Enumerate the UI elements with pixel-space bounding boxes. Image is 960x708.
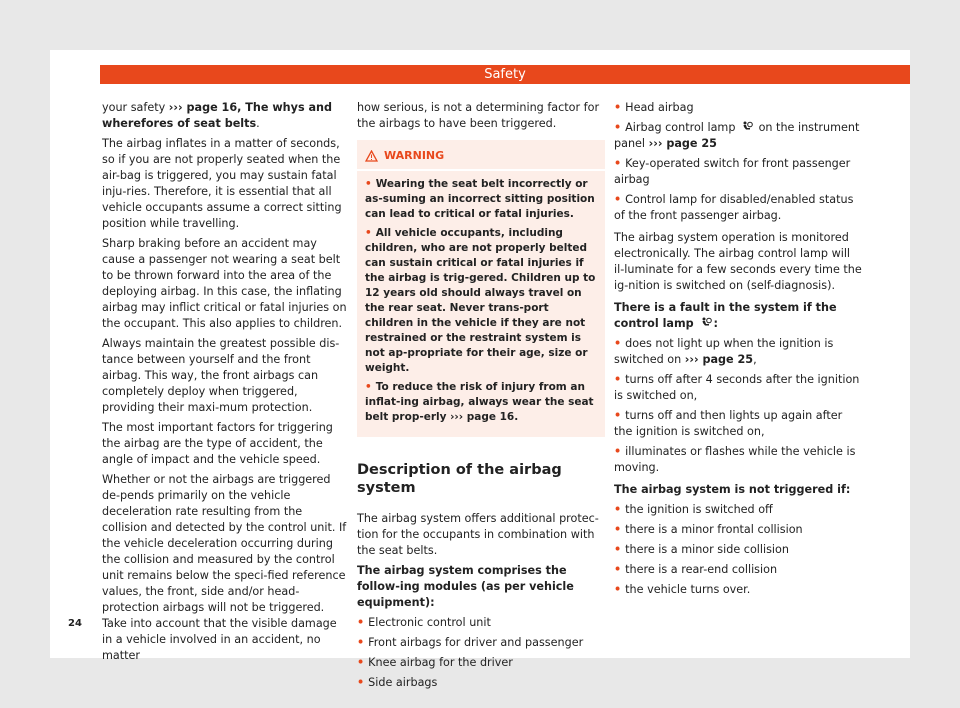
warning-item: • All vehicle occupants, including children, who are not properly belted can sustain critical or fatal injuries if the airbag is trig-gered. Children up to 12 years old should always travel on the rear seat. Never trans-port children in the vehicle if they are not restrained or the restraint system is not ap-propriate for their age, size or weight. [365, 227, 596, 374]
page-reference-link[interactable]: ››› page 16, The whys and wherefores of seat belts [102, 101, 333, 130]
manual-page [50, 50, 910, 689]
bullet-icon: • [614, 337, 622, 350]
bullet-icon: • [365, 381, 372, 393]
col1-paragraph-4: Always maintain the greatest possible dis-tance between yourself and the front airbag. This way, the front airbags can completely deploy when triggered, providing their maxi-mum protection. [102, 337, 340, 414]
col1-paragraph-3: Sharp braking before an accident may cause a passenger not wearing a seat belt to be thrown forward into the area of the deploying airbag. In this case, the inflating airbag may inflict critical or fatal injuries on the occupant. This also applies to children. [102, 237, 347, 330]
bullet-icon: • [614, 409, 622, 422]
bullet-icon: • [357, 616, 365, 629]
col3-paragraph-1: The airbag system operation is monitored electronically. The airbag control lamp will il-luminate for a few seconds every time the ig-nition is switched on (self-diagnosis). [614, 231, 862, 292]
col2-paragraph-1: how serious, is not a determining factor for the airbags to have been triggered. [357, 101, 600, 130]
module-item: • Knee airbag for the driver [357, 656, 513, 669]
bullet-icon: • [614, 193, 622, 206]
bullet-icon: • [614, 563, 622, 576]
page-reference-link[interactable]: ››› page 25 [648, 137, 717, 150]
col1-paragraph-5: The most important factors for triggering the airbag are the type of accident, the angle of impact and the vehicle speed. [102, 421, 333, 466]
bullet-icon: • [614, 583, 622, 596]
module-item: • Head airbag [614, 101, 694, 114]
bullet-icon: • [614, 121, 622, 134]
airbag-lamp-icon [700, 317, 712, 329]
not-triggered-item: • there is a rear-end collision [614, 563, 778, 576]
bullet-icon: • [365, 178, 372, 190]
fault-item: • turns off after 4 seconds after the ignition is switched on, [614, 373, 860, 402]
bullet-icon: • [614, 445, 622, 458]
not-triggered-item: • the ignition is switched off [614, 503, 773, 516]
module-item: • Control lamp for disabled/enabled status of the front passenger airbag. [614, 193, 854, 222]
fault-item: • turns off and then lights up again after the ignition is switched on, [614, 409, 843, 438]
warning-header [357, 140, 605, 171]
bullet-icon: • [614, 503, 622, 516]
not-triggered-item: • there is a minor frontal collision [614, 523, 803, 536]
section-heading: Description of the airbag system [357, 462, 562, 496]
fault-heading: There is a fault in the system if the control lamp : [614, 301, 837, 330]
col1-paragraph-6: Whether or not the airbags are triggered de-pends primarily on the vehicle deceleration rate resulting from the collision and detected by the control unit. If the vehicle deceleration occurring during the collision and measured by the control unit remains below the speci-fied reference values, the front, side and/or head-protection airbags will not be triggered. Take into account that the visible damage in a vehicle involved in an accident, no matter [102, 473, 347, 662]
not-triggered-item: • the vehicle turns over. [614, 583, 751, 596]
bullet-icon: • [357, 676, 365, 689]
fault-item: • illuminates or flashes while the vehicle is moving. [614, 445, 856, 474]
section-header: Safety [100, 65, 910, 84]
bullet-icon: • [365, 227, 372, 239]
col1-paragraph-1: your safety ››› page 16, The whys and wherefores of seat belts. [102, 101, 333, 130]
module-item: • Side airbags [357, 676, 438, 689]
bullet-icon: • [357, 656, 365, 669]
module-item: • Key-operated switch for front passenger airbag [614, 157, 851, 186]
col1-paragraph-2: The airbag inflates in a matter of seconds, so if you are not properly seated when the air-bag is triggered, you may sustain fatal inju-ries. Therefore, it is essential that all vehicle occupants assume a correct sitting position while travelling. [102, 137, 342, 230]
page-reference-link[interactable]: ››› page 16 [450, 411, 515, 423]
bullet-icon: • [357, 636, 365, 649]
not-triggered-heading: The airbag system is not triggered if: [614, 483, 851, 496]
airbag-lamp-icon [741, 121, 753, 133]
modules-heading: The airbag system comprises the follow-ing modules (as per vehicle equipment): [357, 564, 574, 609]
bullet-icon: • [614, 101, 622, 114]
column-2 [357, 100, 605, 695]
warning-triangle-icon [365, 150, 378, 162]
bullet-icon: • [614, 157, 622, 170]
fault-item: • does not light up when the ignition is switched on ››› page 25, [614, 337, 834, 366]
bullet-icon: • [614, 523, 622, 536]
warning-title: WARNING [384, 149, 445, 162]
bullet-icon: • [614, 373, 622, 386]
warning-box [357, 140, 605, 437]
module-item: • Airbag control lamp on the instrument panel ››› page 25 [614, 121, 860, 150]
warning-item: • Wearing the seat belt incorrectly or as-suming an incorrect sitting position can lead to critical or fatal injuries. [365, 178, 595, 220]
col2-paragraph-2: The airbag system offers additional protec-tion for the occupants in combination with the seat belts. [357, 512, 599, 557]
module-item: • Front airbags for driver and passenger [357, 636, 584, 649]
column-3 [614, 100, 862, 602]
bullet-icon: • [614, 543, 622, 556]
not-triggered-item: • there is a minor side collision [614, 543, 789, 556]
column-1 [102, 100, 350, 668]
module-item: • Electronic control unit [357, 616, 491, 629]
warning-item: • To reduce the risk of injury from an inflat-ing airbag, always wear the seat belt prop-erly ››› page 16. [365, 381, 594, 423]
page-number: 24 [68, 618, 82, 629]
page-reference-link[interactable]: ››› page 25 [684, 353, 754, 366]
